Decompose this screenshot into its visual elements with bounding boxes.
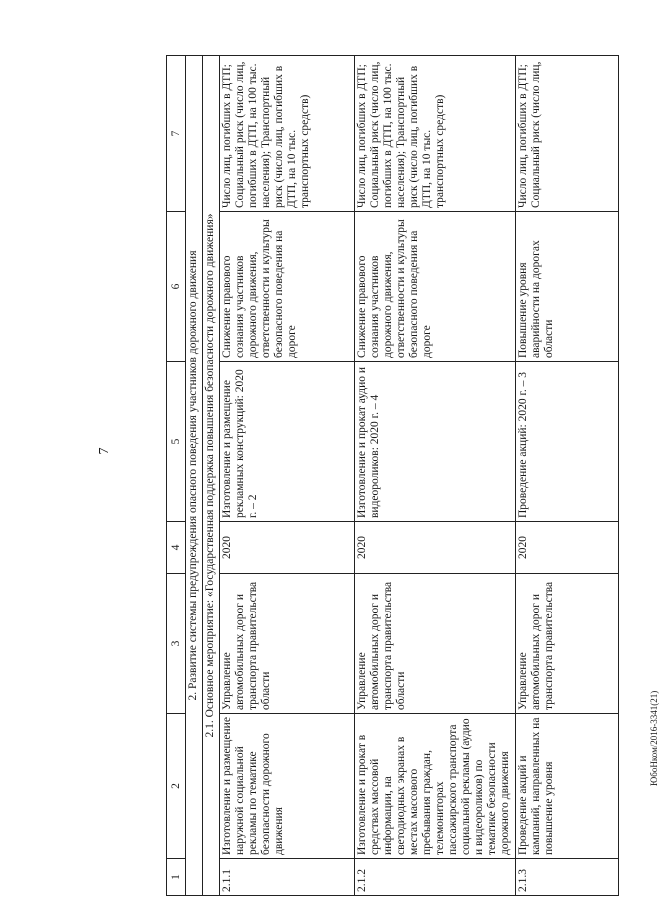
row-number: 2.1.1 (220, 859, 355, 896)
indicator: Число лиц, погибших в ДТП; Социальный риск (число лиц, погибших в ДТП, на 100 тыс. населения); Транспортный риск (число лиц, погибших в ДТП, на 10 тыс. транспортных средств) (355, 56, 516, 212)
column-number: 1 (167, 859, 186, 896)
indicator: Число лиц, погибших в ДТП; Социальный риск (число лиц, (516, 56, 619, 212)
document-id: ЮбоНком/2016-3341(21) (649, 690, 659, 786)
section-row (186, 56, 203, 896)
indicator: Число лиц, погибших в ДТП; Социальный риск (число лиц, погибших в ДТП, на 100 тыс. населения); Транспортный риск (число лиц, погибших в ДТП, на 10 тыс. транспортных средств) (220, 56, 355, 212)
column-number: 6 (167, 212, 186, 362)
table-rotated-wrapper (166, 56, 586, 896)
executor: Управление автомобильных дорог и транспорта правительства области (355, 574, 516, 714)
column-number: 2 (167, 714, 186, 859)
measure-name: Изготовление и прокат в средствах массовой информации, на светодиодных экранах в местах массового пребывания граждан, телемониторах пассажирского транспорта социальной рекламы (аудио и видеороликов) по тематике безопасности дорожного движения (355, 714, 516, 859)
executor: Управление автомобильных дорог и транспорта правительства (516, 574, 619, 714)
page-number: 7 (97, 447, 112, 455)
column-number: 5 (167, 362, 186, 522)
executor: Управление автомобильных дорог и транспорта правительства области (220, 574, 355, 714)
effect: Снижение правового сознания участников дорожного движения, ответственности и культуры безопасного поведения на дороге (220, 212, 355, 362)
year: 2020 (220, 522, 355, 574)
expected-result: Проведение акций: 2020 г. – 3 (516, 362, 619, 522)
measures-table (166, 55, 619, 896)
table-row (355, 56, 516, 896)
table-row (220, 56, 355, 896)
measure-name: Изготовление и размещение наружной социальной рекламы по тематике безопасности дорожного движения (220, 714, 355, 859)
column-number: 3 (167, 574, 186, 714)
effect: Снижение правового сознания участников дорожного движения, ответственности и культуры безопасного поведения на дороге (355, 212, 516, 362)
year: 2020 (355, 522, 516, 574)
column-number-row (167, 56, 186, 896)
column-number: 7 (167, 56, 186, 212)
column-number: 4 (167, 522, 186, 574)
section-title: 2. Развитие системы предупреждения опасного поведения участников дорожного движения (186, 56, 203, 896)
subsection-title: 2.1. Основное мероприятие: «Государственная поддержка повышения безопасности дорожного движения» (203, 56, 220, 896)
row-number: 2.1.2 (355, 859, 516, 896)
subsection-row (203, 56, 220, 896)
row-number: 2.1.3 (516, 859, 619, 896)
table-row (516, 56, 619, 896)
year: 2020 (516, 522, 619, 574)
expected-result: Изготовление и размещение рекламных конструкций: 2020 г. – 2 (220, 362, 355, 522)
expected-result: Изготовление и прокат аудио и видеороликов: 2020 г. – 4 (355, 362, 516, 522)
measure-name: Проведение акций и кампаний, направленных на повышение уровня (516, 714, 619, 859)
effect: Повышение уровня аварийности на дорогах области (516, 212, 619, 362)
